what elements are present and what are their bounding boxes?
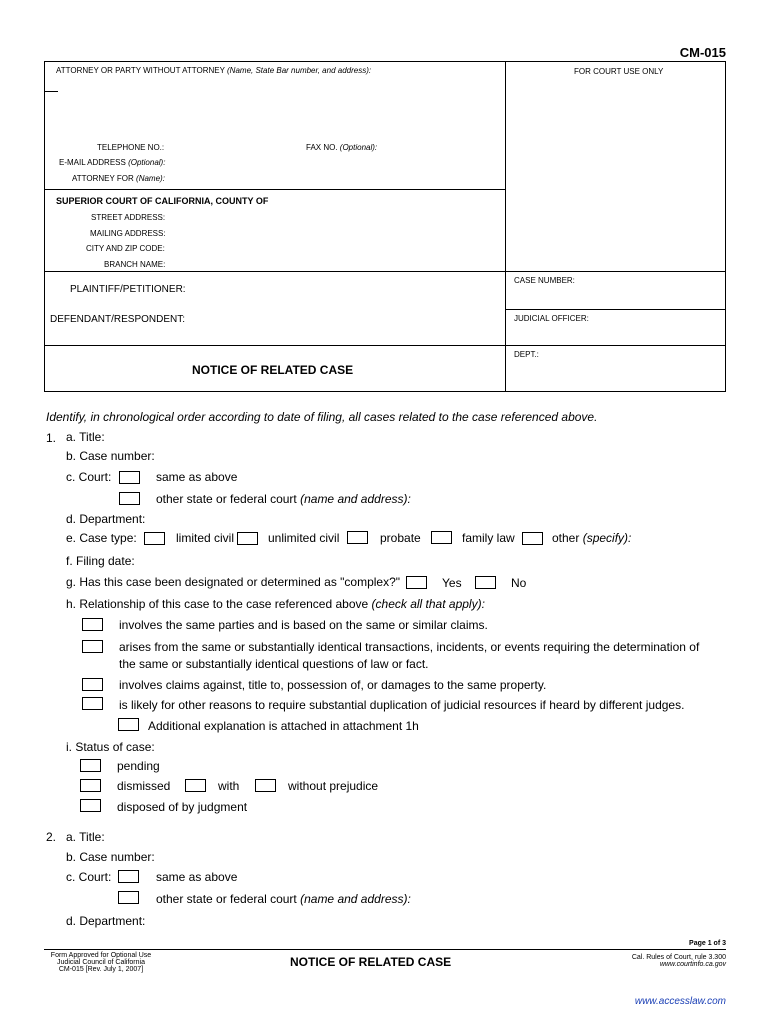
item1-title-label: a. Title:: [66, 430, 105, 444]
limited-civil-label: limited civil: [176, 531, 235, 545]
footer-approved: Form Approved for Optional Use: [50, 952, 152, 959]
footer-site: www.courtinfo.ca.gov: [659, 961, 726, 968]
status-judgment-label: disposed of by judgment: [117, 800, 248, 814]
relationship-same-transactions-label: arises from the same or substantially identical transactions, incidents, or events requiring the determination of: [119, 640, 700, 654]
other-case-type-checkbox[interactable]: [522, 532, 543, 545]
with-prejudice-label: with: [218, 779, 240, 793]
without-prejudice-label: without prejudice: [288, 779, 379, 793]
family-law-label: family law: [462, 531, 515, 545]
limited-civil-checkbox[interactable]: [144, 532, 165, 545]
footer-title: NOTICE OF RELATED CASE: [290, 955, 452, 969]
branch-label: BRANCH NAME:: [104, 260, 166, 269]
caption-box: [44, 61, 726, 392]
relationship-same-transactions-checkbox[interactable]: [82, 640, 103, 653]
item2-other-court-checkbox[interactable]: [118, 891, 139, 904]
complex-question: g. Has this case been designated or determined as "complex?": [66, 575, 401, 589]
email-label: E-MAIL ADDRESS: [59, 158, 126, 167]
city-label: CITY AND ZIP CODE:: [86, 244, 165, 253]
item2-title-label: a. Title:: [66, 830, 105, 844]
defendant-label: DEFENDANT/RESPONDENT:: [50, 314, 186, 325]
status-pending-checkbox[interactable]: [80, 759, 101, 772]
relationship-duplication-label: is likely for other reasons to require substantial duplication of judicial resources if heard by different judges.: [119, 698, 685, 712]
judicial-officer-label: JUDICIAL OFFICER:: [514, 314, 589, 323]
form-title: NOTICE OF RELATED CASE: [192, 363, 354, 377]
complex-yes-label: Yes: [442, 576, 462, 590]
item1-other-court-label: other state or federal court: [156, 492, 297, 506]
item2-number: 2.: [46, 830, 57, 844]
form-code: CM-015: [679, 45, 726, 60]
with-prejudice-checkbox[interactable]: [185, 779, 206, 792]
intro-text: Identify, in chronological order according to date of filing, all cases related to the case referenced above.: [46, 410, 598, 424]
complex-no-checkbox[interactable]: [475, 576, 496, 589]
complex-no-label: No: [511, 576, 527, 590]
attorney-for-label: ATTORNEY FOR: [72, 174, 134, 183]
item1-same-checkbox[interactable]: [119, 471, 140, 484]
relationship-property-label: involves claims against, title to, possession of, or damages to the same property.: [119, 678, 547, 692]
item2-same-checkbox[interactable]: [118, 870, 139, 883]
footer-rules: Cal. Rules of Court, rule 3.300: [631, 954, 726, 961]
status-pending-label: pending: [117, 759, 160, 773]
attachment-1h-label: Additional explanation is attached in attachment 1h: [148, 719, 419, 733]
relationship-same-parties-label: involves the same parties and is based on the same or similar claims.: [119, 618, 488, 632]
item2-case-number-label: b. Case number:: [66, 850, 155, 864]
page-number: Page 1 of 3: [689, 940, 726, 947]
item1-case-number-label: b. Case number:: [66, 449, 155, 463]
item1-court-label: c. Court:: [66, 470, 112, 484]
status-dismissed-label: dismissed: [117, 779, 171, 793]
footer-council: Judicial Council of California: [57, 959, 145, 966]
case-number-label: CASE NUMBER:: [514, 276, 575, 285]
item1-number: 1.: [46, 431, 57, 445]
unlimited-civil-checkbox[interactable]: [237, 532, 258, 545]
item1-case-type-label: e. Case type:: [66, 531, 137, 545]
relationship-label: h. Relationship of this case to the case referenced above: [66, 597, 369, 611]
court-title: SUPERIOR COURT OF CALIFORNIA, COUNTY OF: [56, 196, 269, 206]
relationship-same-parties-checkbox[interactable]: [82, 618, 103, 631]
attachment-1h-checkbox[interactable]: [118, 718, 139, 731]
probate-checkbox[interactable]: [347, 531, 368, 544]
item1-other-court-checkbox[interactable]: [119, 492, 140, 505]
status-dismissed-checkbox[interactable]: [80, 779, 101, 792]
item1-department-label: d. Department:: [66, 512, 146, 526]
item2-other-court-label: other state or federal court: [156, 892, 297, 906]
item1-filing-date-label: f. Filing date:: [66, 554, 135, 568]
plaintiff-label: PLAINTIFF/PETITIONER:: [70, 284, 186, 295]
relationship-same-transactions-cont: the same or substantially identical questions of law or fact.: [119, 657, 429, 671]
item2-department-label: d. Department:: [66, 914, 146, 928]
dept-label: DEPT.:: [514, 350, 539, 359]
unlimited-civil-label: unlimited civil: [268, 531, 340, 545]
court-use-label: FOR COURT USE ONLY: [574, 67, 664, 76]
item2-same-label: same as above: [156, 870, 238, 884]
without-prejudice-checkbox[interactable]: [255, 779, 276, 792]
footer-revision: CM-015 [Rev. July 1, 2007]: [58, 966, 144, 973]
status-label: i. Status of case:: [66, 740, 155, 754]
item2-court-label: c. Court:: [66, 870, 112, 884]
mailing-label: MAILING ADDRESS:: [90, 229, 166, 238]
relationship-property-checkbox[interactable]: [82, 678, 103, 691]
fax-label: FAX NO.: [306, 143, 338, 152]
probate-label: probate: [380, 531, 421, 545]
telephone-label: TELEPHONE NO.:: [97, 143, 165, 152]
attorney-label: ATTORNEY OR PARTY WITHOUT ATTORNEY: [56, 66, 225, 75]
accesslaw-link[interactable]: www.accesslaw.com: [634, 996, 726, 1007]
item1-same-label: same as above: [156, 470, 238, 484]
family-law-checkbox[interactable]: [431, 531, 452, 544]
status-judgment-checkbox[interactable]: [80, 799, 101, 812]
relationship-duplication-checkbox[interactable]: [82, 697, 103, 710]
other-case-type-label: other: [552, 531, 580, 545]
complex-yes-checkbox[interactable]: [406, 576, 427, 589]
street-label: STREET ADDRESS:: [91, 213, 166, 222]
